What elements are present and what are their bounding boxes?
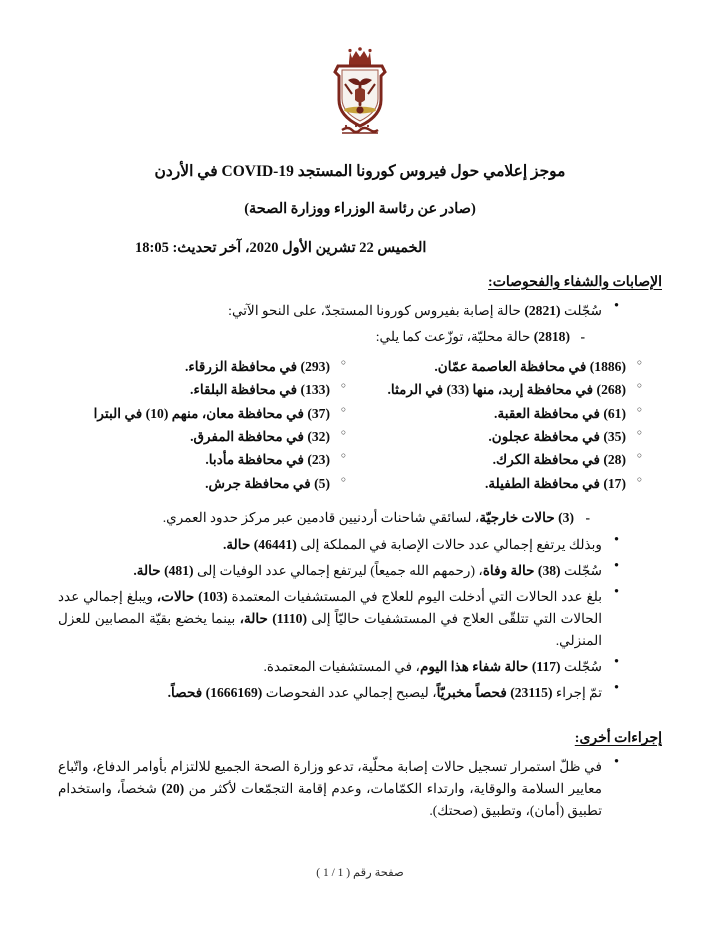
cumulative-cases-line: ● وبذلك يرتفع إجمالي عدد حالات الإصابة في المملكة إلى (46441) حالة. [58,534,602,556]
title-block [58,160,662,260]
recoveries-line: ● سُجّلت (117) حالة شفاء هذا اليوم، في المستشفيات المعتمدة. [58,656,602,678]
governorate-item: ○ (293) في محافظة الزرقاء. [58,355,330,378]
governorate-column-right [364,355,662,495]
summary-bullet-list [58,534,662,704]
governorate-item: ○ (61) في محافظة العقبة. [364,402,626,425]
governorate-item: ○ (268) في محافظة إربد، منها (33) في الرمثا. [364,378,626,401]
governorate-item: ○ (23) في محافظة مأدبا. [58,448,330,471]
measures-line: ● في ظلّ استمرار تسجيل حالات إصابة محلّية، تدعو وزارة الصحة الجميع للالتزام بأوامر الدفاع، واتّباع معايير السلامة والوقاية، وارتداء الكمّامات، وعدم إقامة التجمّعات لأكثر من (20) شخصاً، واستخدام تطبيق (أمان)، وتطبيق (صحتك). [58,756,602,822]
total-cases-line: ● سُجّلت (2821) حالة إصابة بفيروس كورونا المستجدّ، على النحو الآتي: [58,300,602,322]
jordan-coat-of-arms-icon [312,42,408,138]
page-subtitle: (صادر عن رئاسة الوزراء ووزارة الصحة) [244,201,476,218]
governorate-column-left [58,355,356,495]
local-cases-line: - (2818) حالة محليّة، توزّعت كما يلي: [58,326,570,348]
external-cases-line: - (3) حالات خارجيّة، لسائقي شاحنات أردنيين قادمين عبر مركز حدود العمري. [58,507,662,529]
governorate-item: ○ (28) في محافظة الكرك. [364,448,626,471]
governorate-item: ○ (32) في محافظة المفرق. [58,425,330,448]
hospitalizations-line: ● بلغ عدد الحالات التي أدخلت اليوم للعلاج في المستشفيات المعتمدة (103) حالات، ويبلغ إجمالي عدد الحالات التي تتلقّى العلاج في المستشفيات حاليّاً إلى (1110) حالة، بينما يخضع بقيّة المصابين للعزل المنزلي. [58,586,602,652]
measures-bullet-list [58,756,662,822]
governorate-breakdown-grid [58,355,662,495]
governorate-item: ○ (1886) في محافظة العاصمة عمّان. [364,355,626,378]
deaths-line: ● سُجّلت (38) حالة وفاة، (رحمهم الله جميعاً) ليرتفع إجمالي عدد الوفيات إلى (481) حالة. [58,560,602,582]
governorate-item: ○ (133) في محافظة البلقاء. [58,378,330,401]
governorate-item: ○ (5) في محافظة جرش. [58,472,330,495]
governorate-item: ○ (17) في محافظة الطفيلة. [364,472,626,495]
section-heading-cases: الإصابات والشفاء والفحوصات: [488,274,662,290]
governorate-item: ○ (35) في محافظة عجلون. [364,425,626,448]
cases-bullet-list [58,300,662,322]
emblem-container [58,0,662,138]
page-title: موجز إعلامي حول فيروس كورونا المستجد COVID-19 في الأردن [154,163,566,180]
local-cases-dash-list [58,326,662,348]
tests-line: ● تمّ إجراء (23115) فحصاً مخبريّاً، ليصبح إجمالي عدد الفحوصات (1666169) فحصاً. [58,682,602,704]
page-footer: صفحة رقم ( 1 / 1 ) [316,867,404,879]
governorate-item: ○ (37) في محافظة معان، منهم (10) في البترا [58,402,330,425]
section-heading-other-measures: إجراءات أخرى: [574,731,662,747]
date-line: الخميس 22 تشرين الأول 2020، آخر تحديث: 18:05 [135,240,427,256]
